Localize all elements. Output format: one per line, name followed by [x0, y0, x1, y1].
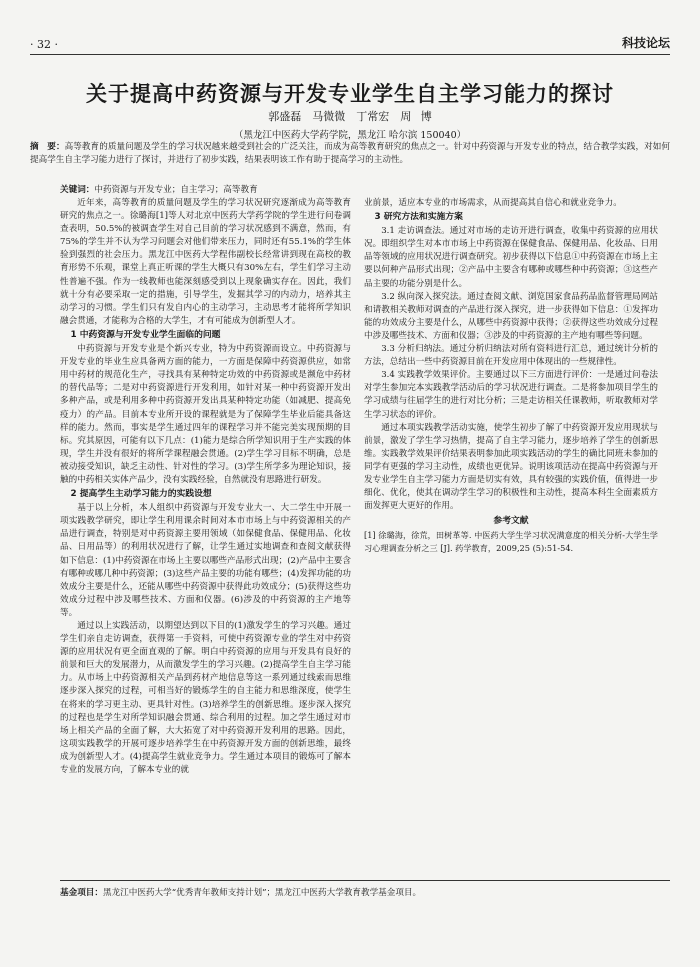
keywords-text: 中药资源与开发专业；自主学习；高等教育	[94, 185, 258, 195]
abstract	[30, 141, 670, 167]
funding-label: 基金项目：	[60, 888, 103, 898]
keywords	[60, 183, 670, 195]
section-heading: 2 提高学生主动学习能力的实践设想	[70, 489, 212, 500]
funding-note	[60, 880, 670, 898]
section-heading: 3 研究方法和实施方案	[374, 212, 463, 223]
authors: 郭盛磊 马微微 丁常宏 周 博	[268, 110, 432, 123]
paragraph: 3.2 纵向深入探究法。通过查阅文献、浏览国家食品药品监督管理局网站和请教相关教师对调查的产品进行深入探究，进一步获得如下信息：①发挥功能的功效成分主要是什么，从哪些中药资源中获得；②获得这些功效成分过程中涉及哪些技术、方面和仪器；③涉及的中药资源的主产地有哪些等问题。	[364, 291, 658, 341]
page-header	[30, 28, 670, 55]
section-name: 科技论坛	[621, 36, 670, 50]
affiliation: （黑龙江中医药大学药学院，黑龙江 哈尔滨 150040）	[233, 130, 467, 141]
reference-item: [1] 徐璐海，徐荒，田树革等. 中医药大学生学习状况满意度的相关分析-大学生学习心理调查分析之三 [J]. 药学教育，2009,25 (5):51-54.	[364, 530, 658, 554]
references-heading: 参考文献	[493, 516, 529, 527]
paragraph: 基于以上分析，本人组织中药资源与开发专业大一、大二学生中开展一项实践教学研究，即让学生利用课余时间对本市市场上与中药资源相关的产品进行调查，特别是对中药资源主要用领域（如保健食品、保健用品、化妆品、日用品等）的利用状况进行了解，让学生通过实地调查和查阅文献获得如下信息：(1)中药资源在市场上主要以哪些产品形式出现；(2)产品中主要含有哪种或哪几种中药资源；(3)这些产品主要的功能有哪些；(4)发挥功能的功效成分主要是什么，还能从哪些中药资源中获得此功效成分；(5)获得这些功效成分过程中涉及哪些技术、方面和仪器。(6)涉及的中药资源的主产地等等。	[60, 503, 351, 618]
paragraph: 通过以上实践活动，以期望达到以下目的(1)激发学生的学习兴趣。通过学生们亲自走访调查，获得第一手资料，可使中药资源专业的学生对中药资源的应用状况有更全面直观的了解。明白中药资源的应用与开发具有良好的前景和巨大的发展潜力，从而激发学生的学习兴趣。(2)提高学生自主学习能力。从市场上中药资源相关产品到药材产地信息等这一系列通过线索而思维逐步深入探究的过程，可相当好的锻炼学生的自主能力和思维深度，使学生在将来的学习更主动、更具针对性。(3)培养学生的创新思维。逐步深入探究的过程也是学生对所学知识融会贯通、综合利用的过程。加之学生通过对市场上相关产品的全面了解，大大拓宽了对中药资源开发利用的思路。因此，这项实践教学的开展可逐步培养学生在中药资源开发方面的创新思维，最终成为创新型人才。(4)提高学生就业竞争力。学生通过本项目的锻炼可了解本专业的发展方向，了解本专业的就	[60, 621, 351, 776]
paragraph: 3.4 实践教学效果评价。主要通过以下三方面进行评价：一是通过问卷法对学生参加完本实践教学活动后的学习状况进行调查。二是将参加项目学生的学习成绩与往届学生的进行对比分析；三是走访相关任课教师，听取教师对学生学习状态的评价。	[364, 370, 658, 420]
keywords-label: 关键词：	[60, 185, 95, 195]
abstract-text: 高等教育的质量问题及学生的学习状况越来越受到社会的广泛关注，而成为高等教育研究的焦点之一。针对中药资源与开发专业的特点，结合教学实践，对如何提高学生自主学习能力进行了探讨，并进行了初步实践，结果表明该工作有助于提高学习的主动性。	[30, 142, 670, 165]
paragraph: 通过本项实践教学活动实施，使学生初步了解了中药资源开发应用现状与前景，激发了学生学习热情，提高了自主学习能力，逐步培养了学生的创新思维。实践教学效果评价结果表明参加此项实践活动的学生的确比同班未参加的同学有更强的学习主动性，成绩也更优异。说明该项活动在提高中药资源与开发专业学生自主学习能力方面是切实有效，具有较强的实践价值，值得进一步细化、优化，使其在调动学生学习的积极性和主动性，提高本科生全面素质方面发挥更大更好的作用。	[364, 422, 658, 512]
funding-text: 黑龙江中医药大学“优秀青年教师支持计划”；黑龙江中医药大学教育教学基金项目。	[102, 888, 422, 898]
right-column	[364, 197, 658, 556]
paragraph: 中药资源与开发专业是个新兴专业，特为中药资源而设立。中药资源与开发专业的毕业生应具备两方面的能力，一方面是保障中药资源供应，如常用中药材的规范化生产，寻找具有某种特定功效的中药资源或是濒危中药材的替代品等；二是对中药资源进行开发利用，如针对某一种中药资源开发出多种产品，或是利用多种中药资源开发出具某种特定功能（如减肥、提高免疫力）的产品。目前本专业所开设的课程就是为了保障学生毕业后能具备这样的能力。然而，事实是学生通过四年的课程学习并不能完美实现预期的目标。究其原因，可能有以下几点：(1)能力是综合所学知识用于生产实践的体现，学生并没有很好的将所学课程融会贯通。(2)学生学习目标不明确，总是被动接受知识，缺乏主动性、针对性的学习。(3)学生所学多为理论知识，接触的中药相关实体产品少，没有实践经验，自然就没有思路进行研发。	[60, 344, 351, 485]
section-heading: 1 中药资源与开发专业学生面临的问题	[70, 329, 221, 340]
paragraph: 近年来，高等教育的质量问题及学生的学习状况研究逐渐成为高等教育研究的焦点之一。徐璐海[1]等人对北京中医药大学药学院的学生进行问卷调查表明，50.5%的被调查学生对自己目前的学习状况感到不满意，然而，有75%的学生并不认为学习问题会对他们带来压力，同时还有55.1%的学生体验到强烈的社会压力。黑龙江中医药大学程伟副校长经常讲到现在高校的教育形势不乐观，课堂上真正听课的学生大概只有30%左右，学生们学习主动性普遍不强。作为一线教师也能深刻感受到以上现象确实存在。因此，我们就十分有必要采取一定的措施，引导学生，发掘其学习的内动力，培养其主动学习的习惯。学生们只有发自内心的主动学习，主动思考才能将所学知识融会贯通，才能称为合格的大学生，才有可能成为创新型人才。	[60, 198, 351, 326]
left-column	[60, 197, 351, 777]
paragraph: 3.1 走访调查法。通过对市场的走访开进行调查，收集中药资源的应用状况。即组织学生对本市市场上中药资源在保健食品、保健用品、化妆品、日用品等领域的应用状况进行调查研究。初步获得以下信息①中药资源在市场上主要以何种产品形式出现；②产品中主要含有哪种或哪些种中药资源；③这些产品主要的功能分别是什么。	[364, 226, 658, 289]
paragraph: 业前景，适应本专业的市场需求，从而提高其自信心和就业竞争力。	[364, 198, 622, 208]
article-title: 关于提高中药资源与开发专业学生自主学习能力的探讨	[86, 81, 614, 106]
paragraph: 3.3 分析归纳法。通过分析归纳法对所有资料进行汇总，通过统计分析的方法，总结出一些中药资源目前在开发应用中体现出的一些规律性。	[364, 344, 658, 368]
page-number: · 32 ·	[30, 38, 58, 51]
abstract-label: 摘 要：	[30, 142, 65, 152]
